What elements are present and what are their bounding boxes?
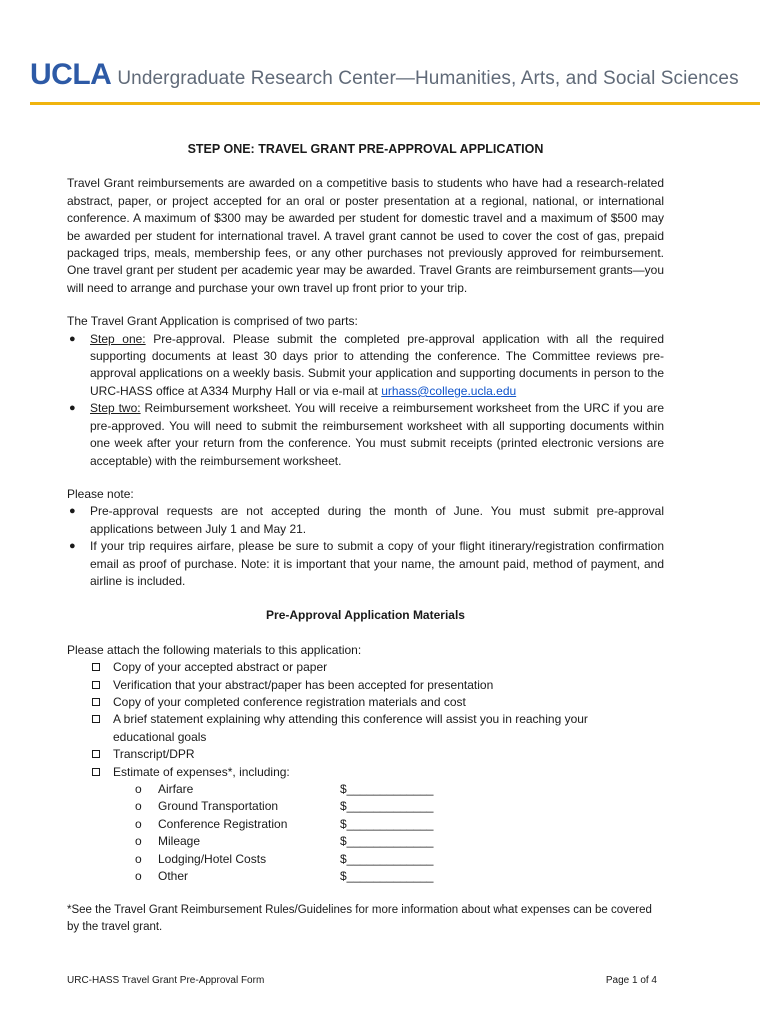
intro-paragraph: Travel Grant reimbursements are awarded on a competitive basis to students who have had a research-related abstract, paper, or project accepted for an oral or poster presentation at a regional, national, or international conference. A maximum of $300 may be awarded per student for domestic travel and a maximum of $500 may be awarded per student for international travel. A travel grant cannot be used to cover the cost of gas, prepaid packaged trips, meals, membership fees, or any other purchases not previously approved for reimbursement. One travel grant per student per academic year may be awarded. Travel Grants are reimbursement grants—you will need to arrange and purchase your own travel up front prior to your trip. (67, 176, 664, 295)
note-intro: Please note: (67, 486, 134, 501)
checklist-label: Transcript/DPR (113, 747, 195, 762)
checklist-item[interactable] (91, 746, 664, 763)
expense-row (135, 816, 664, 833)
spacer (67, 885, 664, 902)
expense-label: Other (158, 869, 189, 884)
spacer (67, 297, 664, 313)
step-one-label: Step one: (90, 331, 146, 346)
checklist-item[interactable] (91, 711, 664, 746)
page-number: Page 1 of 4 (605, 975, 657, 986)
circle-bullet-icon: o (135, 799, 142, 814)
note-text: If your trip requires airfare, please be sure to submit a copy of your flight itinerary/registration confirmation email as proof of purchase. Note: it is important that your name, the amount paid, method of payment, and airline is included. (90, 539, 664, 588)
expense-list (135, 781, 664, 885)
bullet-icon: ● (69, 505, 76, 518)
checklist-label: Estimate of expenses*, including: (113, 764, 290, 779)
footnote: *See the Travel Grant Reimbursement Rules/Guidelines for more information about what expenses can be covered by the travel grant. (67, 904, 652, 934)
expense-row (135, 781, 664, 798)
footer-form-name: URC-HASS Travel Grant Pre-Approval Form (67, 975, 265, 986)
expense-row (135, 851, 664, 868)
step-two-label: Step two: (90, 401, 141, 416)
header-rule (30, 102, 760, 105)
list-item (67, 538, 664, 590)
checklist-item[interactable] (91, 764, 664, 781)
parts-list (67, 331, 664, 470)
spacer (67, 470, 664, 486)
checklist-label: Copy of your completed conference registration materials and cost (113, 694, 466, 709)
expense-row (135, 868, 664, 885)
list-item (67, 503, 664, 538)
spacer (67, 625, 664, 642)
bullet-icon: ● (69, 540, 76, 553)
circle-bullet-icon: o (135, 816, 142, 831)
circle-bullet-icon: o (135, 851, 142, 866)
expense-row (135, 833, 664, 850)
bullet-icon: ● (69, 402, 76, 415)
materials-checklist (91, 659, 664, 781)
bullet-icon: ● (69, 332, 76, 345)
checkbox-icon[interactable] (92, 750, 100, 758)
list-item-step-one (67, 331, 664, 401)
page-footer (67, 975, 657, 986)
expense-amount-blank[interactable]: $_____________ (340, 799, 434, 814)
expense-amount-blank[interactable]: $_____________ (340, 851, 434, 866)
checkbox-icon[interactable] (92, 663, 100, 671)
checkbox-icon[interactable] (92, 681, 100, 689)
ucla-logo: UCLA (30, 58, 112, 91)
document-body (67, 141, 664, 936)
center-name: Undergraduate Research Center—Humanities, Arts, and Social Sciences (117, 68, 739, 89)
expense-amount-blank[interactable]: $_____________ (340, 782, 434, 796)
expense-row (135, 798, 664, 815)
note-text: Pre-approval requests are not accepted during the month of June. You must submit pre-approval applications between July 1 and May 21. (90, 504, 664, 536)
step-two-text: Reimbursement worksheet. You will receive a reimbursement worksheet from the URC if you are pre-approved. You will need to submit the reimbursement worksheet with all supporting documents within one week after your return from the conference. You must submit receipts (printed electronic versions are acceptable) with the reimbursement worksheet. (90, 401, 664, 468)
checklist-label: Verification that your abstract/paper has been accepted for presentation (113, 677, 494, 692)
checklist-item[interactable] (91, 677, 664, 694)
note-list (67, 503, 664, 590)
circle-bullet-icon: o (135, 834, 142, 849)
email-link[interactable]: urhass@college.ucla.edu (381, 383, 517, 398)
checklist-label: Copy of your accepted abstract or paper (113, 660, 328, 675)
page-title: STEP ONE: TRAVEL GRANT PRE-APPROVAL APPLICATION (187, 142, 544, 156)
expense-label: Airfare (158, 782, 194, 796)
expense-amount-blank[interactable]: $_____________ (340, 869, 434, 884)
checklist-label: A brief statement explaining why attending this conference will assist you in reaching your educational goals (113, 712, 588, 744)
materials-heading: Pre-Approval Application Materials (266, 608, 465, 623)
expense-label: Ground Transportation (158, 799, 279, 814)
circle-bullet-icon: o (135, 782, 142, 796)
step-one-text: Pre-approval. Please submit the completed pre-approval application with all the required supporting documents at least 30 days prior to attending the conference. The Committee reviews pre-approval applications on a weekly basis. Submit your application and supporting documents in person to the URC-HASS office at A334 Murphy Hall or via e-mail at (90, 331, 665, 398)
checklist-item[interactable] (91, 659, 664, 676)
checkbox-icon[interactable] (92, 768, 100, 776)
expense-amount-blank[interactable]: $_____________ (340, 816, 434, 831)
circle-bullet-icon: o (135, 869, 142, 884)
spacer (67, 590, 664, 607)
expense-label: Conference Registration (158, 816, 288, 831)
checklist-item[interactable] (91, 694, 664, 711)
expense-label: Mileage (158, 834, 201, 849)
list-item-step-two (67, 400, 664, 470)
materials-intro: Please attach the following materials to this application: (67, 642, 362, 657)
checkbox-icon[interactable] (92, 698, 100, 706)
letterhead (30, 58, 760, 98)
expense-label: Lodging/Hotel Costs (158, 851, 267, 866)
parts-intro: The Travel Grant Application is comprised of two parts: (67, 314, 358, 329)
checkbox-icon[interactable] (92, 715, 100, 723)
expense-amount-blank[interactable]: $_____________ (340, 834, 434, 849)
